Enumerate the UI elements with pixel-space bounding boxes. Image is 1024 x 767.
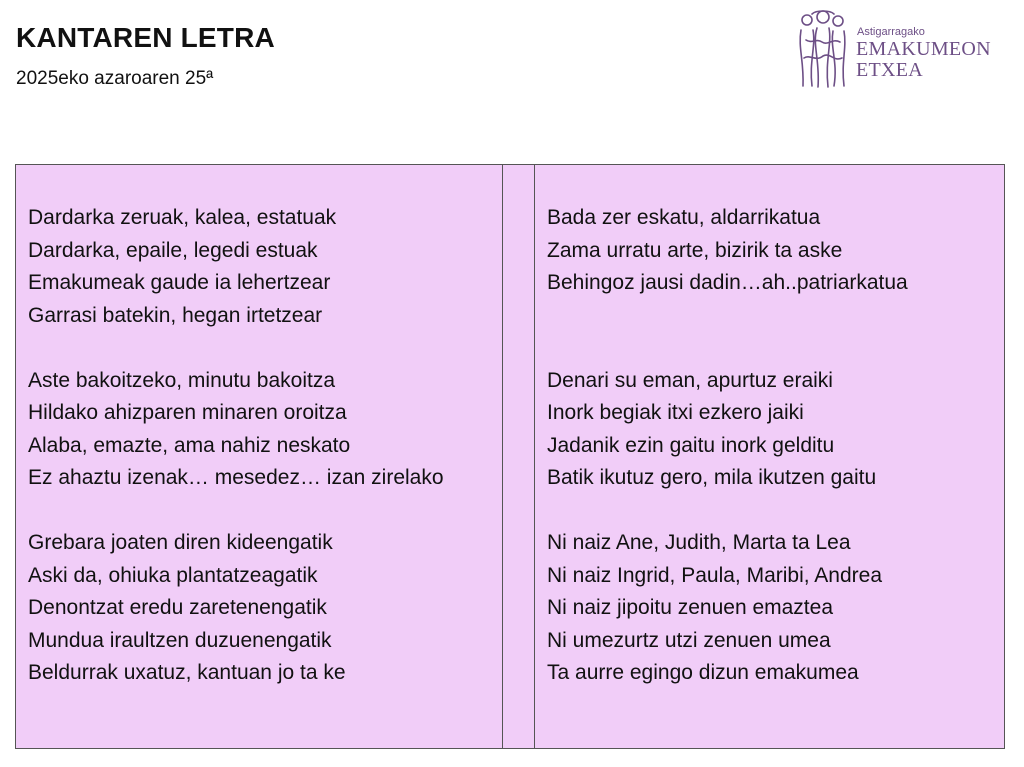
blank-line xyxy=(547,300,1004,333)
lyric-line: Jadanik ezin gaitu inork gelditu xyxy=(547,433,835,457)
lyric-line: Ta aurre egingo dizun emakumea xyxy=(547,661,859,684)
lyric-line: Bada zer eskatu, aldarrikatua xyxy=(547,206,821,229)
lyric-line: Beldurrak uxatuz, kantuan jo ta ke xyxy=(28,661,346,684)
lyric-line: Denontzat eredu zaretenengatik xyxy=(28,596,327,619)
logo-line-2: ETXEA xyxy=(856,59,924,81)
stanza xyxy=(547,202,1004,332)
stanza xyxy=(28,365,502,495)
table-spacer-column xyxy=(503,165,535,748)
stanza xyxy=(547,527,1004,690)
logo-subtitle: Astigarragako xyxy=(857,26,925,38)
lyric-line: Garrasi batekin, hegan irtetzear xyxy=(28,303,323,327)
lyric-line: Aste bakoitzeko, minutu bakoitza xyxy=(28,368,336,392)
lyric-line: Ez ahaztu izenak… mesedez… izan zirelako xyxy=(28,466,444,489)
lyric-line: Ni naiz Ane, Judith, Marta ta Lea xyxy=(547,531,851,554)
lyric-line: Ni naiz Ingrid, Paula, Maribi, Andrea xyxy=(547,563,883,587)
lyric-line: Denari su eman, apurtuz eraiki xyxy=(547,368,833,392)
lyric-line: Zama urratu arte, bizirik ta aske xyxy=(547,238,843,262)
emakumeon-etxea-logo xyxy=(792,6,1012,92)
lyric-line: Dardarka, epaile, legedi estuak xyxy=(28,238,318,262)
logo-name xyxy=(856,39,991,81)
lyric-line: Ni naiz jipoitu zenuen emaztea xyxy=(547,596,834,619)
lyric-line: Dardarka zeruak, kalea, estatuak xyxy=(28,206,337,229)
lyric-line: Ni umezurtz utzi zenuen umea xyxy=(547,628,831,652)
lyric-line: Alaba, emazte, ama nahiz neskato xyxy=(28,433,351,457)
women-figures-icon xyxy=(794,8,852,90)
lyric-line: Hildako ahizparen minaren oroitza xyxy=(28,401,347,424)
lyrics-table xyxy=(15,164,1005,749)
stanza xyxy=(28,527,502,690)
page-title: KANTAREN LETRA xyxy=(16,22,275,53)
lyric-line: Inork begiak itxi ezkero jaiki xyxy=(547,401,804,424)
lyric-line: Batik ikutuz gero, mila ikutzen gaitu xyxy=(547,466,877,489)
lyrics-column-left xyxy=(16,165,503,748)
stanza xyxy=(547,365,1004,495)
lyrics-column-right xyxy=(535,165,1004,748)
stanza xyxy=(28,202,502,332)
lyric-line: Mundua iraultzen duzuenengatik xyxy=(28,628,332,652)
lyric-line: Aski da, ohiuka plantatzeagatik xyxy=(28,563,318,587)
logo-line-1: EMAKUMEON xyxy=(856,38,991,60)
document-date: 2025eko azaroaren 25ª xyxy=(16,68,214,89)
lyric-line: Emakumeak gaude ia lehertzear xyxy=(28,271,331,294)
lyric-line: Grebara joaten diren kideengatik xyxy=(28,531,333,554)
lyric-line: Behingoz jausi dadin…ah..patriarkatua xyxy=(547,271,908,294)
